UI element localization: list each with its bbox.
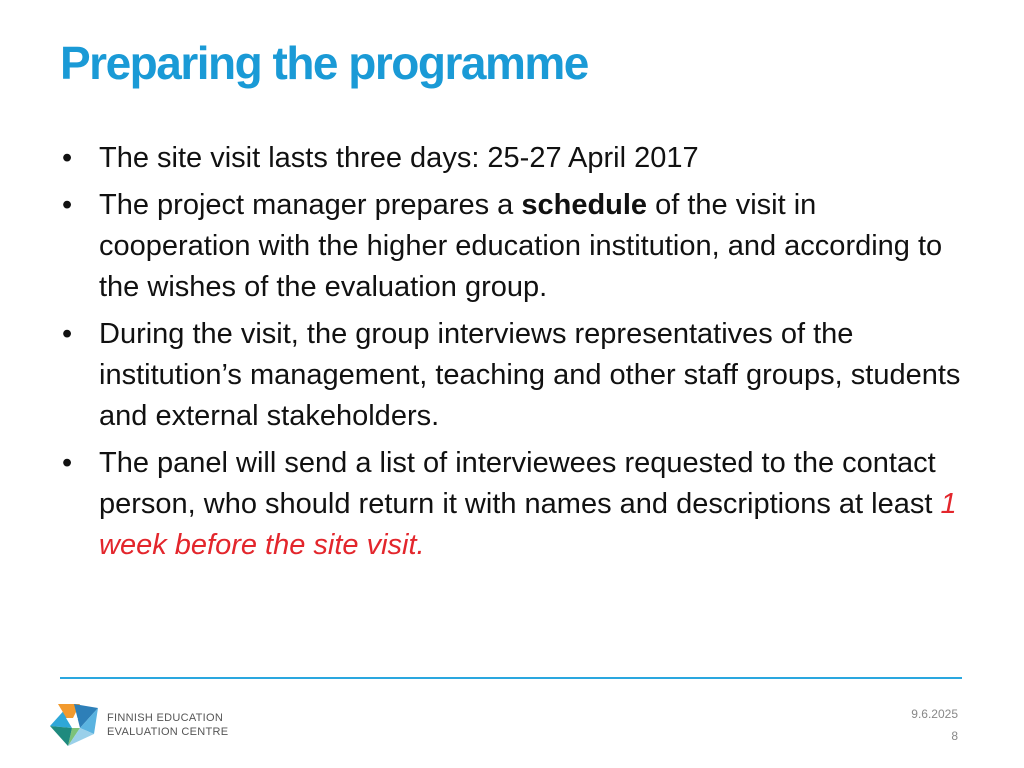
bullet-text: The project manager prepares a xyxy=(99,189,522,221)
bullet-item xyxy=(62,443,962,566)
organization-name-line: FINNISH EDUCATION xyxy=(107,712,224,724)
organization-name-line: EVALUATION CENTRE xyxy=(107,726,229,738)
bullet-text: of the visit in cooperation with the higher education institution, and according to the wishes of the evaluation group. xyxy=(99,189,943,303)
deadline-highlight: 1 week before the site visit. xyxy=(99,488,957,561)
bullet-text: The panel will send a list of interviewees requested to the contact person, who should return it with names and descriptions at least xyxy=(99,447,941,520)
triangle-logo-icon xyxy=(50,702,100,748)
bullet-item xyxy=(62,185,962,308)
bullet-item xyxy=(62,138,962,179)
bullet-item xyxy=(62,314,962,437)
bullet-text: The site visit lasts three days: 25-27 April 2017 xyxy=(99,142,699,174)
slide-date: 9.6.2025 xyxy=(911,707,958,721)
page-number: 8 xyxy=(951,729,958,743)
bullet-text: During the visit, the group interviews representatives of the institution’s management, teaching and other staff groups, students and external stakeholders. xyxy=(99,318,961,432)
bullet-list xyxy=(62,138,962,572)
footer-divider xyxy=(60,677,962,679)
slide-title: Preparing the programme xyxy=(60,37,588,89)
organization-name xyxy=(107,711,228,739)
bold-term: schedule xyxy=(521,189,648,221)
